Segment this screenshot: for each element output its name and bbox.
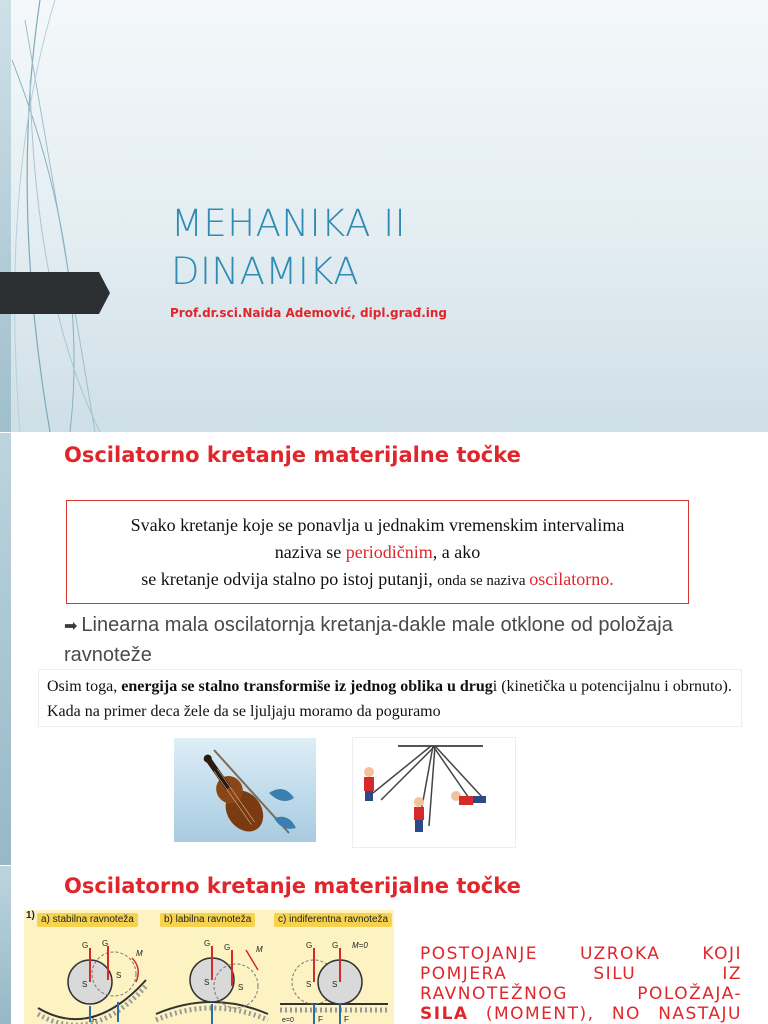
definition-text: , a ako xyxy=(432,542,481,562)
svg-text:F: F xyxy=(92,1015,97,1024)
svg-text:F: F xyxy=(318,1015,323,1024)
definition-line-1: Svako kretanje koje se ponavlja u jednakim vremenskim intervalima xyxy=(130,515,625,535)
cause-line-3: RAVNOTEŽNOG POLOŽAJA- xyxy=(420,984,742,1004)
bullet-text: Linearna mala oscilatornja kretanja-dakle male otklone od položaja ravnoteže xyxy=(64,614,673,666)
unstable-equilibrium-diagram xyxy=(152,930,272,1024)
equilibrium-diagram-panel xyxy=(24,910,394,1024)
svg-text:S: S xyxy=(332,980,338,989)
svg-text:G: G xyxy=(224,943,231,952)
stable-equilibrium-diagram xyxy=(32,930,152,1024)
cause-text-rest: (MOMENT), NO NASTAJU xyxy=(468,1004,742,1024)
svg-text:F: F xyxy=(344,1015,349,1024)
slide-heading: Oscilatorno kretanje materijalne točke xyxy=(64,874,521,898)
title-marker-tab xyxy=(0,272,110,314)
periodic-term: periodičnim xyxy=(345,542,433,562)
svg-text:G: G xyxy=(332,941,339,950)
energy-text: Osim toga, xyxy=(47,678,122,695)
slide-left-strip xyxy=(0,866,11,1024)
svg-text:M=0: M=0 xyxy=(352,941,368,950)
svg-text:S: S xyxy=(238,983,244,992)
svg-text:S: S xyxy=(306,980,312,989)
energy-bold-text: energija se stalno transformiše iz jednog oblika u drug xyxy=(121,678,493,695)
oscillatory-term: oscilatorno. xyxy=(529,569,614,589)
cause-paragraph xyxy=(420,944,742,1024)
bullet-point xyxy=(64,611,744,669)
svg-text:G: G xyxy=(306,941,313,950)
swing-illustration xyxy=(353,738,517,849)
slide-heading: Oscilatorno kretanje materijalne točke xyxy=(64,443,521,467)
title-slide xyxy=(0,0,768,432)
svg-text:S: S xyxy=(82,980,88,989)
cause-line-2: POMJERA SILU IZ xyxy=(420,964,742,984)
force-term: SILA xyxy=(420,1004,469,1024)
definition-box xyxy=(66,500,689,604)
panel-number: 1) xyxy=(26,910,35,921)
cause-line-1: POSTOJANJE UZROKA KOJI xyxy=(420,944,742,964)
label-unstable-equilibrium: b) labilna ravnoteža xyxy=(160,913,255,927)
energy-text: i (kinetička u potencijalnu i obrnuto). Kada na primer deca žele da se ljuljaju moramo da poguramo xyxy=(47,678,732,720)
indifferent-equilibrium-diagram xyxy=(274,930,394,1024)
equilibrium-slide xyxy=(0,866,768,1024)
energy-paragraph xyxy=(38,669,742,727)
definition-line-2 xyxy=(67,539,688,566)
svg-text:e=0: e=0 xyxy=(282,1017,294,1024)
definition-text: naziva se xyxy=(274,542,346,562)
title-line-1: MEHANIKA II xyxy=(171,202,407,245)
definition-text: onda se naziva xyxy=(437,573,530,589)
oscillation-slide xyxy=(0,433,768,865)
author-line: Prof.dr.sci.Naida Ademović, dipl.građ.ing xyxy=(170,306,447,320)
swing-image xyxy=(352,737,516,848)
svg-text:G: G xyxy=(204,939,211,948)
svg-text:G: G xyxy=(102,939,109,948)
label-stable-equilibrium: a) stabilna ravnoteža xyxy=(37,913,138,927)
svg-text:G: G xyxy=(82,941,89,950)
svg-text:S: S xyxy=(204,978,210,987)
cause-line-4 xyxy=(420,1004,742,1024)
definition-text: se kretanje odvija stalno po istoj putanji, xyxy=(141,569,438,589)
definition-line-3 xyxy=(67,566,688,595)
slide-left-strip xyxy=(0,433,11,865)
title-line-2: DINAMIKA xyxy=(171,250,360,293)
svg-text:S: S xyxy=(116,971,122,980)
label-indifferent-equilibrium: c) indiferentna ravnoteža xyxy=(274,913,392,927)
svg-text:M: M xyxy=(256,945,263,954)
arrow-bullet-icon: ➡ xyxy=(64,618,78,635)
violin-illustration xyxy=(174,738,316,842)
slide-title xyxy=(171,200,406,296)
svg-text:M: M xyxy=(136,949,143,958)
violin-image xyxy=(174,738,316,842)
